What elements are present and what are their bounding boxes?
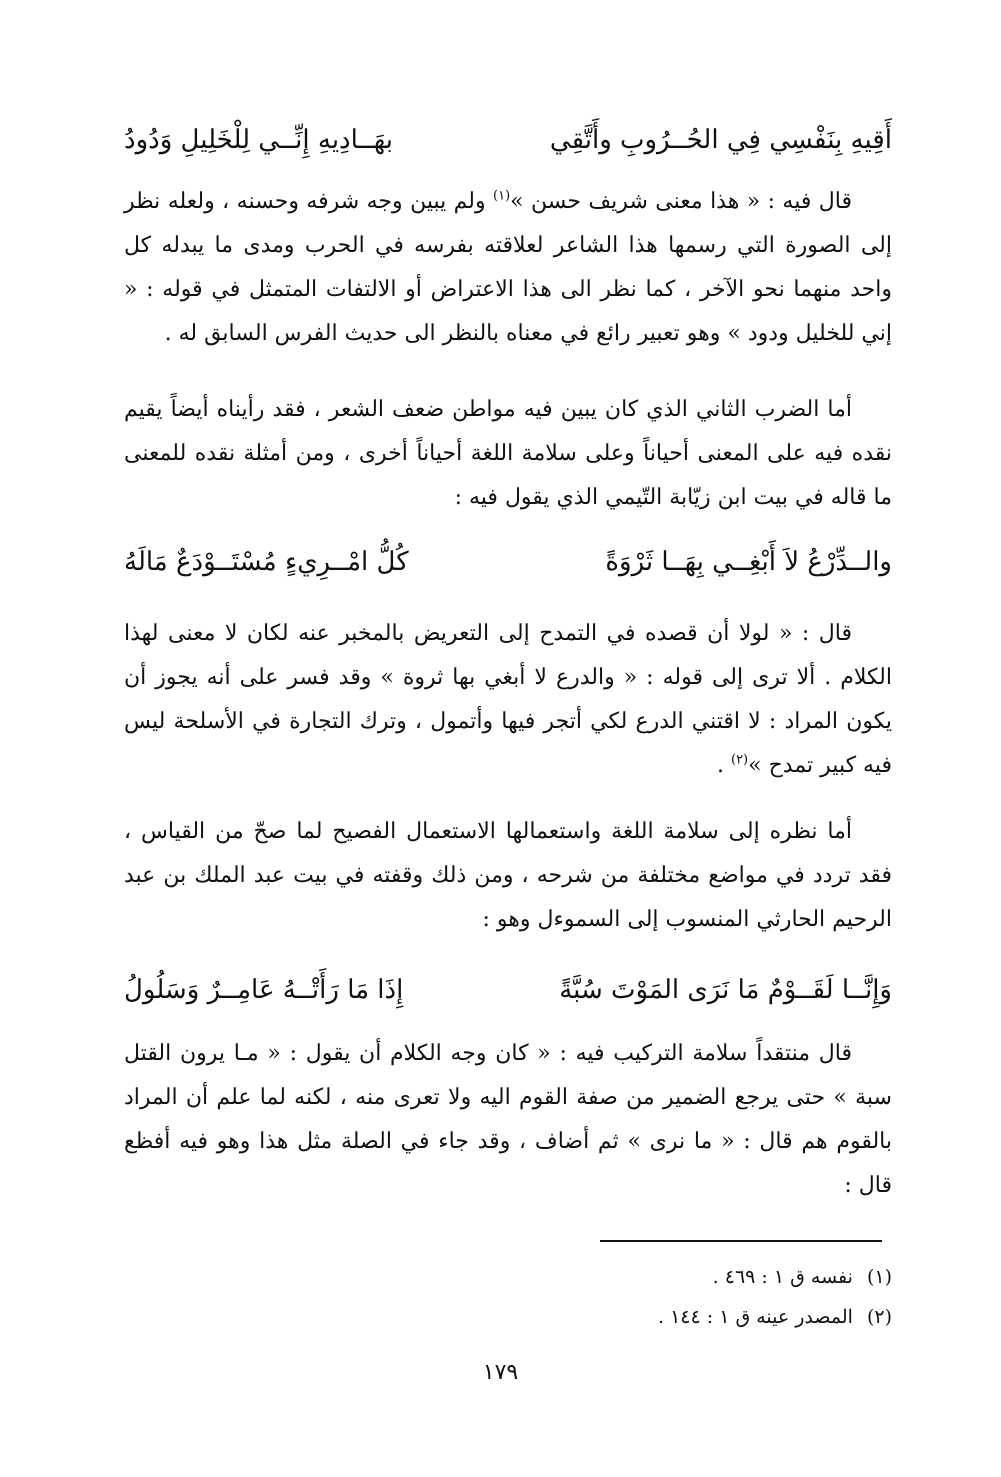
paragraph-4: أما نظره إلى سلامة اللغة واستعمالها الاستعمال الفصيح لما صحّ من القياس ، فقد تردد في مواضع مختلفة من شرحه ، ومن ذلك وقفته في بيت عبد الملك بن عبد الرحيم الحارثي المنسوب إلى السموءل وهو : [124,819,892,932]
footnote-2-text: المصدر عينه ق ١ : ١٤٤ . [657,1306,853,1328]
paragraph-2: أما الضرب الثاني الذي كان يبين فيه مواطن ضعف الشعر ، فقد رأيناه أيضاً يقيم نقده فيه على المعنى أحياناً وعلى سلامة اللغة أحياناً أخرى ، ومن أمثلة نقده للمعنى ما قاله في بيت ابن زيّابة التّيمي الذي يقول فيه : [124,397,892,510]
verse-2-second-hemistich: كُلُّ امْــرِيءٍ مُسْتَــوْدَعٌ مَالَهُ [124,547,409,577]
paragraph-1-part-2: ولم يبين وجه شرفه وحسنه ، ولعله نظر إلى الصورة التي رسمها هذا الشاعر لعلاقته بفرسه في الحرب ومدى ما يبدله كل واحد منهما نحو الآخر ، كما نظر الى هذا الاعتراض أو الالتفات المتمثل في قوله : « إني للخليل ودود » وهو تعبير رائع في معناه بالنظر الى حديث الفرس السابق له . [124,189,892,346]
footnote-2 [124,1304,892,1330]
footnote-ref-2: (٢) [730,752,749,768]
paragraph-5: قال منتقداً سلامة التركيب فيه : « كان وجه الكلام أن يقول : « مـا يرون القتل سبة » حتى يرجع الضمير من صفة القوم اليه ولا تعرى منه ، لكنه لما علم أن المراد بالقوم هم قال : « ما نرى » ثم أضاف ، وقد جاء في الصلة مثل هذا وهو فيه أفظع قال : [124,1041,892,1198]
paragraph-3-body: قال : « لولا أن قصده في التمدح إلى التعريض بالمخبر عنه لكان لا معنى لهذا الكلام . ألا ترى إلى قوله : « والدرع لا أبغي بها ثروة » وقد فسر على أنه يجوز أن يكون المراد : لا اقتني الدرع لكي أتجر فيها وأتمول ، وترك التجارة في الأسلحة ليس فيه كبير تمدح » [124,621,892,778]
verse-1-second-hemistich: بهَــادِيهِ إِنِّــي لِلْخَلِيلِ وَدُودُ [124,125,394,155]
verse-1 [124,110,892,170]
footnote-ref-1: (١) [493,188,511,204]
footnote-1-text: نفسه ق ١ : ٤٦٩ . [712,1266,853,1288]
paragraph-3-end: . [716,753,731,778]
page-number: ١٧٩ [482,1360,519,1385]
verse-3 [124,960,892,1020]
verse-1-first-hemistich: أَقِيهِ بِنَفْسِي فِي الحُــرُوبِ وأَتَّقِي [549,125,892,155]
paragraph-1-part-1: قال فيه : « هذا معنى شريف حسن » [510,189,852,214]
footnote-1-number: (١) [866,1266,892,1288]
paragraph-1 [124,180,892,356]
verse-3-second-hemistich: إِذَا مَا رَأَتْــهُ عَامِــرٌ وَسَلُولُ [124,975,404,1005]
footnote-divider [600,1240,882,1242]
verse-3-first-hemistich: وَإِنَّــا لَقَــوْمٌ مَا نَرَى المَوْتَ سُبَّةً [559,975,892,1005]
verse-2 [124,532,892,592]
verse-2-first-hemistich: والــدِّرْعُ لاَ أَبْغِــي بِهَــا ثَرْوَةً [605,547,892,577]
footnote-1 [124,1264,892,1290]
footnote-2-number: (٢) [866,1306,892,1328]
paragraph-3 [124,612,892,788]
